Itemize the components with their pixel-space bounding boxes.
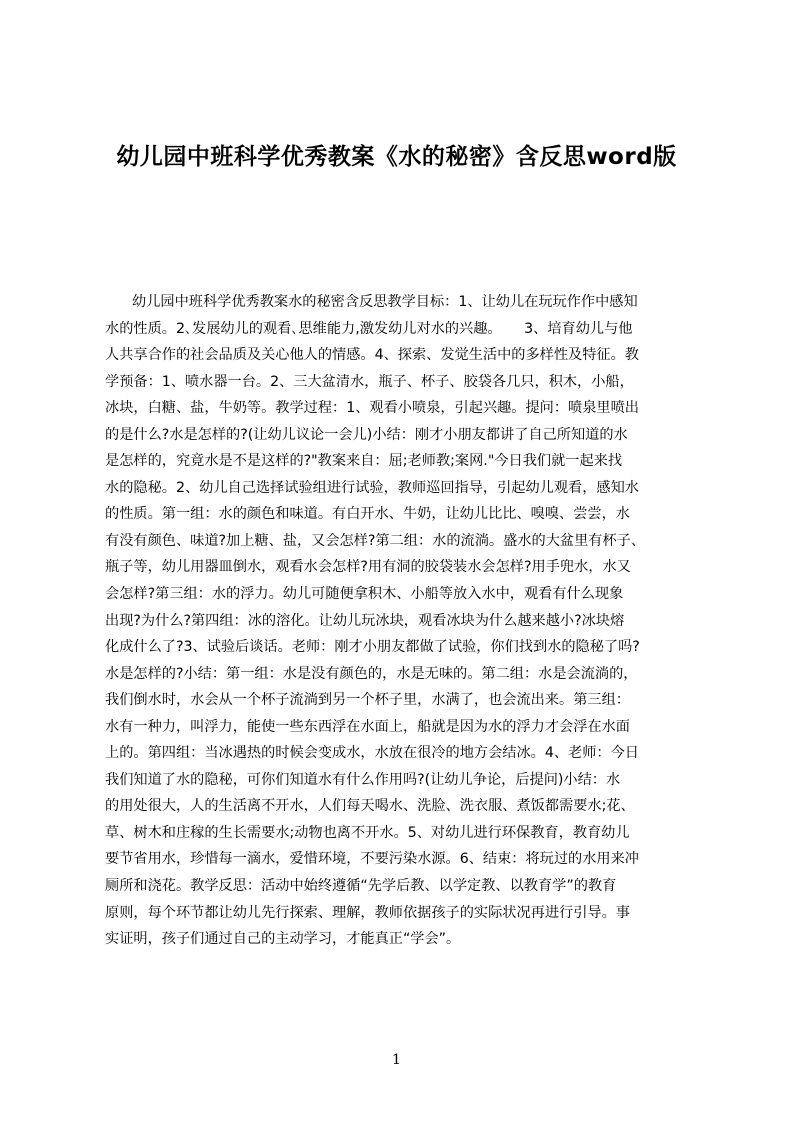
body-line: 化成什么了?3、试验后谈话。老师：刚才小朋友都做了试验，你们找到水的隐秘了吗? bbox=[105, 639, 640, 656]
body-line: 的用处很大，人的生活离不开水，人们每天喝水、洗脸、洗衣服、煮饭都需要水;花、 bbox=[105, 798, 635, 815]
page-number: 1 bbox=[392, 1052, 401, 1068]
body-line: 厕所和浇花。教学反思：活动中始终遵循“先学后教、以学定教、以教育学”的教育 bbox=[105, 878, 617, 895]
body-line: 的是什么?水是怎样的?(让幼儿议论一会儿)小结：刚才小朋友都讲了自己所知道的水 bbox=[105, 426, 628, 443]
document-title: 幼儿园中班科学优秀教案《水的秘密》含反思word版 bbox=[116, 144, 677, 170]
body-line: 要节省用水，珍惜每一滴水，爱惜环境，不要污染水源。6、结束：将玩过的水用来冲 bbox=[105, 851, 639, 868]
body-line: 的性质。第一组：水的颜色和味道。有白开水、牛奶，让幼儿比比、嗅嗅、尝尝，水 bbox=[105, 506, 630, 523]
body-line: 会怎样?第三组：水的浮力。幼儿可随便拿积木、小船等放入水中，观看有什么现象 bbox=[105, 586, 624, 603]
body-line: 我们知道了水的隐秘，可你们知道水有什么作用吗?(让幼儿争论，后提问)小结：水 bbox=[105, 771, 621, 788]
body-line: 出现?为什么?第四组：冰的溶化。让幼儿玩冰块，观看冰块为什么越来越小?冰块熔 bbox=[105, 612, 625, 629]
body-line: 有没有颜色、味道?加上糖、盐，又会怎样?第二组：水的流淌。盛水的大盆里有杯子、 bbox=[105, 532, 646, 549]
body-line: 实证明，孩子们通过自己的主动学习，才能真正“学会”。 bbox=[105, 931, 461, 948]
body-line: 原则，每个环节都让幼儿先行探索、理解，教师依据孩子的实际状况再进行引导。事 bbox=[105, 904, 630, 921]
body-line: 冰块，白糖、盐，牛奶等。教学过程：1、观看小喷泉，引起兴趣。提问：喷泉里喷出 bbox=[105, 400, 639, 417]
body-line: 瓶子等，幼儿用器皿倒水，观看水会怎样?用有洞的胶袋装水会怎样?用手兜水，水又 bbox=[105, 559, 631, 576]
body-line: 水的性质。2､发展幼儿的观看､思维能力,激发幼儿对水的兴趣。 3、培育幼儿与他 bbox=[105, 320, 633, 337]
body-line: 是怎样的，究竟水是不是这样的?"教案来自：屈;老师教;案网."今日我们就一起来找 bbox=[105, 453, 623, 470]
body-line: 人共享合作的社会品质及关心他人的情感。4、探索、发觉生活中的多样性及特征。教 bbox=[105, 347, 639, 364]
body-line: 我们倒水时，水会从一个杯子流淌到另一个杯子里，水满了，也会流出来。第三组： bbox=[105, 692, 630, 709]
body-line: 幼儿园中班科学优秀教案水的秘密含反思教学目标：1、让幼儿在玩玩作作中感知 bbox=[105, 294, 638, 310]
body-line: 学预备：1、喷水器一台。2、三大盆清水，瓶子、杯子、胶袋各几只，积木，小船， bbox=[105, 373, 634, 390]
body-line: 水是怎样的?小结：第一组：水是没有颜色的，水是无味的。第二组：水是会流淌的， bbox=[105, 665, 638, 682]
body-line: 水有一种力，叫浮力，能使一些东西浮在水面上，船就是因为水的浮力才会浮在水面 bbox=[105, 718, 630, 735]
body-line: 水的隐秘。2、幼儿自己选择试验组进行试验，教师巡回指导，引起幼儿观看，感知水 bbox=[105, 479, 639, 496]
body-line: 草、树木和庄稼的生长需要水;动物也离不开水。5、对幼儿进行环保教育，教育幼儿 bbox=[105, 824, 630, 841]
body-line: 上的。第四组：当冰遇热的时候会变成水，水放在很冷的地方会结冰。4、老师：今日 bbox=[105, 745, 639, 762]
body-text bbox=[105, 289, 697, 953]
